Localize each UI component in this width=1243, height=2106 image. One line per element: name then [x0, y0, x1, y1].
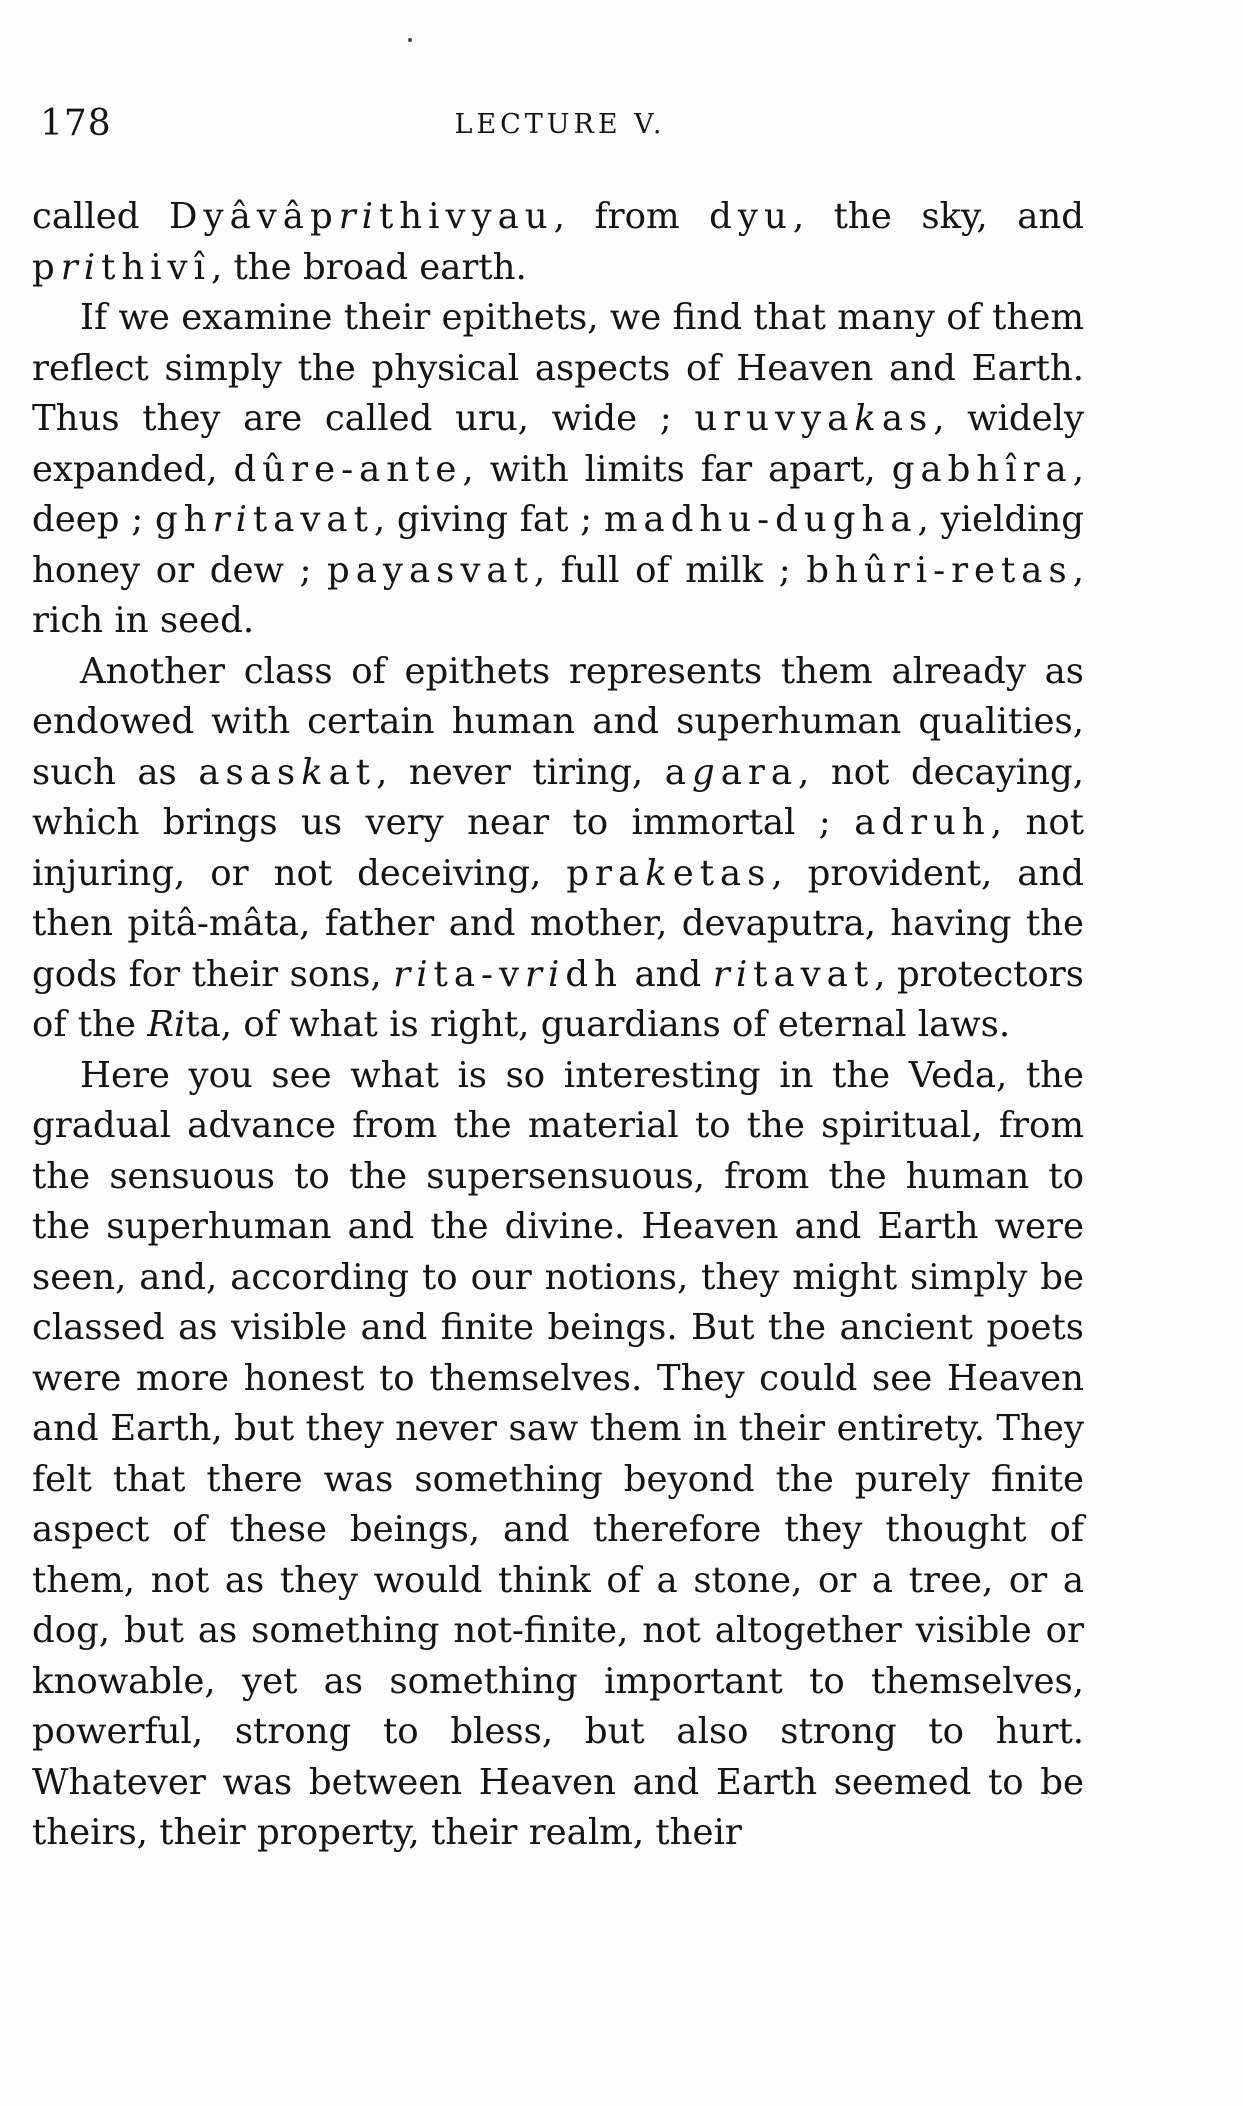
text-run: , yielding honey or dew ; — [32, 499, 1085, 591]
paragraph — [32, 1051, 1084, 1859]
sanskrit-term: madhu-dugha — [603, 499, 918, 540]
sanskrit-term: dûre-ante — [233, 448, 463, 490]
sanskrit-term: ri — [338, 196, 380, 237]
text-run: Here you see what is so interesting in the Veda, the gradual advance from the material to the spiritual, from the sensuous to the supersensuous, from the human to the superhuman and the divine. Heaven and Earth were seen, and, according to our notions, they might simply be classed as visible and finite beings. But the ancient poets were more honest to themselves. They could see Heaven and Earth, but they never saw them in their entirety. They felt that there was something beyond the purely finite aspect of these beings, and therefore they thought of them, not as they would think of a stone, or a tree, or a dog, but as something not-finite, not altogether visible or knowable, yet as something important to themselves, powerful, strong to bless, but also strong to hurt. Whatever was between Heaven and Earth seemed to be theirs, their property, their realm, their — [32, 1054, 1084, 1853]
sanskrit-term: gh — [155, 499, 213, 540]
sanskrit-term: ri — [60, 246, 102, 288]
text-run: , not injuring, or not deceiving, — [32, 802, 1084, 894]
sanskrit-term: Dyâvâp — [169, 196, 339, 237]
paragraph — [32, 647, 1084, 1051]
text-run: , from — [553, 196, 710, 237]
text-run: , not decaying, which brings us very near to immortal ; — [32, 751, 1085, 843]
sanskrit-term: dyu — [709, 196, 793, 237]
text-run: , protectors of the — [32, 953, 1084, 1045]
ink-speck — [408, 38, 412, 42]
sanskrit-term: p — [32, 246, 61, 288]
sanskrit-term: ri — [393, 953, 434, 995]
text-run: , giving fat ; — [373, 499, 604, 540]
sanskrit-term: ara — [720, 751, 799, 793]
sanskrit-term: asas — [198, 751, 302, 793]
sanskrit-term: ta-v — [433, 953, 526, 995]
sanskrit-term: ri — [712, 953, 754, 995]
paragraph — [32, 192, 1084, 293]
sanskrit-term: uruvya — [694, 398, 855, 439]
sanskrit-term: tavat — [753, 953, 875, 995]
sanskrit-term: as — [881, 398, 934, 439]
text-run: called — [32, 196, 170, 237]
text-run: , with limits far apart, — [462, 448, 892, 490]
sanskrit-term: k — [645, 852, 673, 894]
sanskrit-term: etas — [672, 852, 772, 894]
sanskrit-term: at — [328, 751, 377, 793]
text-run: , rich in seed. — [32, 549, 1084, 641]
sanskrit-term: thivî — [101, 246, 211, 288]
sanskrit-term: adruh — [854, 802, 991, 843]
sanskrit-term: Ri — [147, 1004, 186, 1045]
sanskrit-term: ri — [212, 499, 253, 540]
running-head: LECTURE V. — [454, 109, 666, 140]
sanskrit-term: tavat — [252, 499, 374, 540]
paragraph — [32, 293, 1084, 647]
text-run: If we examine their epithets, we find that many of them reflect simply the physical aspects of Heaven and Earth. Thus they are called uru, wide ; — [32, 297, 1084, 439]
text-run: , the sky, and — [792, 196, 1085, 237]
text-run: , provident, and then pitâ-mâta, father and mother, devaputra, having the gods for their sons, — [32, 852, 1084, 995]
text-run: , never tiring, — [376, 751, 665, 793]
sanskrit-term: pra — [566, 852, 646, 894]
text-run: and — [622, 953, 713, 995]
sanskrit-term: ri — [525, 953, 566, 995]
text-run: , full of milk ; — [533, 549, 807, 591]
sanskrit-term: payasvat — [327, 549, 534, 591]
sanskrit-term: dh — [565, 953, 623, 995]
sanskrit-term: thivyau — [379, 196, 554, 237]
sanskrit-term: k — [301, 751, 329, 793]
text-run: , deep ; — [32, 448, 1084, 540]
sanskrit-term: a — [664, 751, 692, 793]
text-run: Another class of epithets represents them already as endowed with certain human and superhuman qualities, such as — [32, 650, 1084, 793]
sanskrit-term: gabhîra — [891, 448, 1073, 490]
page-number: 178 — [40, 103, 112, 144]
sanskrit-term: bhûri-retas — [806, 549, 1073, 591]
sanskrit-term: g — [691, 751, 721, 793]
body-text — [32, 192, 1084, 1859]
page-header — [40, 103, 1080, 153]
text-run: , the broad earth. — [210, 246, 527, 288]
sanskrit-term: k — [854, 398, 882, 439]
text-run: , widely expanded, — [32, 398, 1085, 490]
text-run: ta, of what is right, guardians of eternal laws. — [185, 1004, 1011, 1045]
